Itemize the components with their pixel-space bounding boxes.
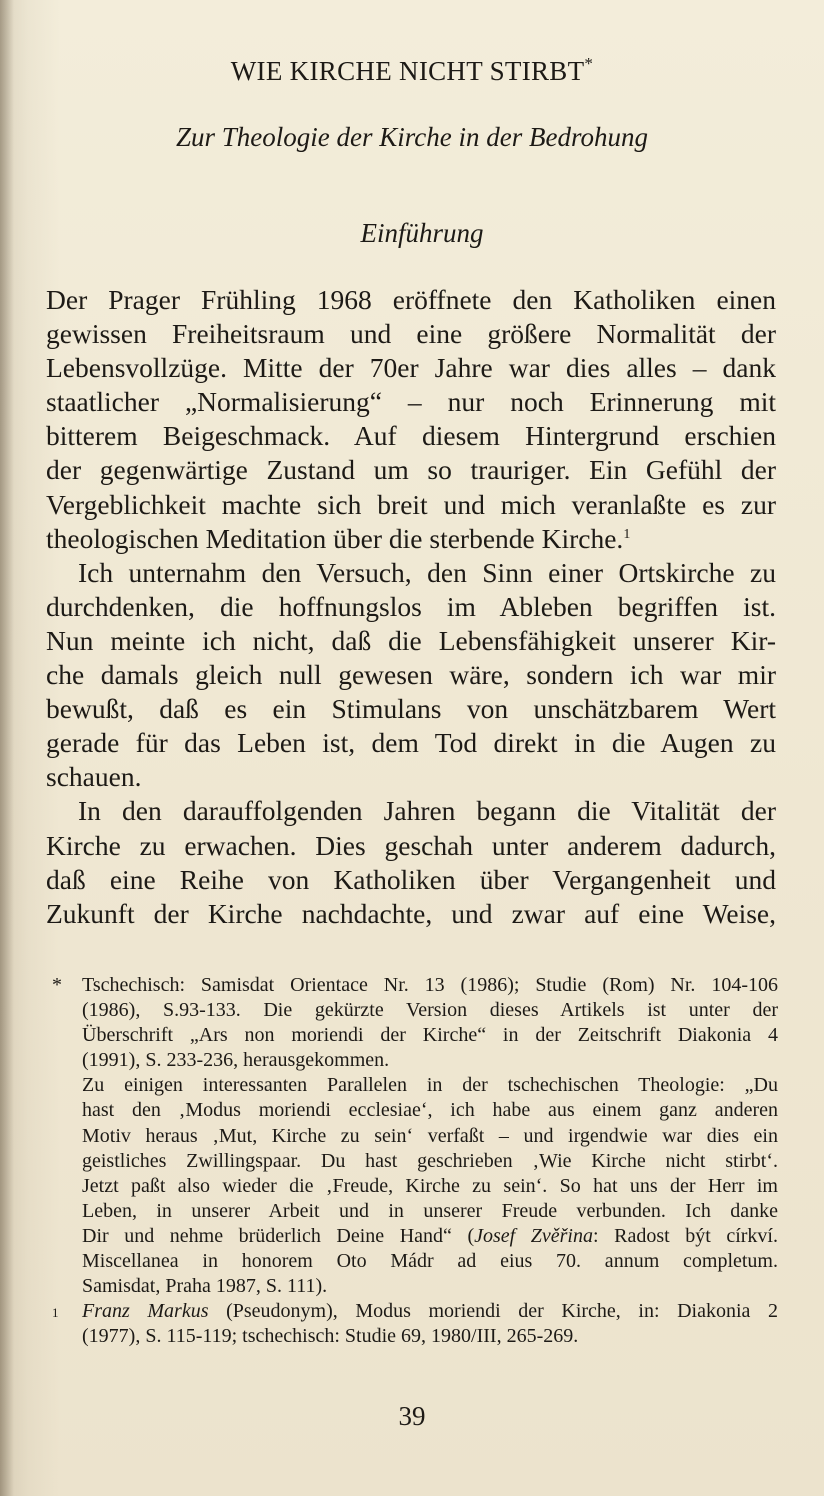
section-heading: Einführung	[360, 218, 484, 248]
title-footnote-mark: *	[584, 54, 594, 73]
body-line: daß eine Reihe von Katholiken über Vergangenheit und	[46, 863, 776, 895]
body-line: durchdenken, die hoffnungslos im Ableben begriffen ist.	[46, 590, 776, 622]
chapter-title	[0, 56, 824, 87]
footnote-star-line: Jetzt paßt also wieder die ‚Freude, Kirche zu sein‘. So hat uns der Herr im	[82, 1174, 778, 1197]
body-line: Ich unternahm den Versuch, den Sinn einer Ortskirche zu	[78, 556, 776, 588]
footnote-star-line: geistliches Zwillingspaar. Du hast geschrieben ‚Wie Kirche nicht stirbt‘.	[82, 1149, 778, 1172]
body-line: Vergeblichkeit machte sich breit und mich veranlaßte es zur	[46, 488, 776, 520]
chapter-title-text: WIE KIRCHE NICHT STIRBT	[230, 56, 585, 86]
footnote-star-mark: *	[52, 974, 62, 996]
footnote-star-line: Samisdat, Praha 1987, S. 111).	[82, 1275, 328, 1298]
footnote-star-line: (1991), S. 233-236, herausgekommen.	[82, 1049, 390, 1072]
page-number: 39	[398, 1401, 426, 1431]
footnote-1-line: (1977), S. 115-119; tschechisch: Studie 69, 1980/III, 265-269.	[82, 1325, 579, 1348]
body-line: Zukunft der Kirche nachdachte, und zwar auf eine Weise,	[46, 897, 776, 929]
body-line: staatlicher „Normalisierung“ – nur noch Erinnerung mit	[46, 386, 776, 418]
footnote-star-line	[52, 973, 778, 998]
body-line: bewußt, daß es ein Stimulans von unschätzbarem Wert	[46, 693, 776, 725]
body-line: In den darauffolgenden Jahren begann die Vitalität der	[78, 795, 776, 827]
body-line: Nun meinte ich nicht, daß die Lebensfähigkeit unserer Kir-	[46, 624, 776, 656]
body-line: bitterem Beigeschmack. Auf diesem Hintergrund erschien	[46, 420, 776, 452]
body-line: schauen.	[46, 761, 142, 793]
body-line: der gegenwärtige Zustand um so trauriger. Ein Gefühl der	[46, 454, 776, 486]
footnote-author: Josef Zvěřina	[474, 1224, 593, 1247]
footnote-1-mark: 1	[52, 1305, 59, 1321]
footnote-star-line: Miscellanea in honorem Oto Mádr ad eius 70. annum completum.	[82, 1250, 778, 1273]
footnote-text: (Pseudonym), Modus moriendi der Kirche, in: Diakonia 2	[208, 1300, 779, 1323]
body-line: gewissen Freiheitsraum und eine größere Normalität der	[46, 318, 776, 350]
footnote-star-line: (1986), S.93-133. Die gekürzte Version dieses Artikels ist unter der	[82, 999, 778, 1022]
body-line: gerade für das Leben ist, dem Tod direkt in die Augen zu	[46, 727, 776, 759]
footnote-author: Franz Markus	[82, 1300, 209, 1323]
body-line: Lebensvollzüge. Mitte der 70er Jahre war dies alles – dank	[46, 352, 776, 384]
body-line-text: theologischen Meditation über die sterbende Kirche.	[46, 522, 624, 554]
footnote-star-line: Überschrift „Ars non moriendi der Kirche“ in der Zeitschrift Diakonia 4	[82, 1024, 778, 1047]
footnote-star-line: Leben, in unserer Arbeit und in unserer Freude verbunden. Ich danke	[82, 1199, 778, 1222]
footnote-text: : Radost být církví.	[593, 1224, 778, 1247]
body-line: che damals gleich null gewesen wäre, sondern ich war mir	[46, 659, 776, 691]
body-line	[46, 522, 776, 556]
footnote-star-line: Motiv heraus ‚Mut, Kirche zu sein‘ verfaßt – und irgendwie war dies ein	[82, 1124, 778, 1147]
footnote-text: Dir und nehme brüderlich Deine Hand“ (	[82, 1224, 475, 1247]
footnote-text: Tschechisch: Samisdat Orientace Nr. 13 (1986); Studie (Rom) Nr. 104-106	[82, 974, 778, 996]
footnotes	[52, 973, 778, 1349]
footnote-star-line: Zu einigen interessanten Parallelen in der tschechischen Theologie: „Du	[82, 1074, 778, 1097]
footnote-star-line: hast den ‚Modus moriendi ecclesiae‘, ich habe aus einem ganz anderen	[82, 1099, 778, 1122]
body-line: Der Prager Frühling 1968 eröffnete den Katholiken einen	[46, 284, 776, 315]
footnote-star-line	[52, 1224, 778, 1249]
body-line: Kirche zu erwachen. Dies geschah unter anderem dadurch,	[46, 829, 776, 861]
chapter-subtitle: Zur Theologie der Kirche in der Bedrohung	[176, 122, 648, 152]
footnote-1-line	[52, 1299, 778, 1324]
footnote-ref-1: 1	[623, 526, 631, 542]
body-text	[46, 283, 776, 931]
